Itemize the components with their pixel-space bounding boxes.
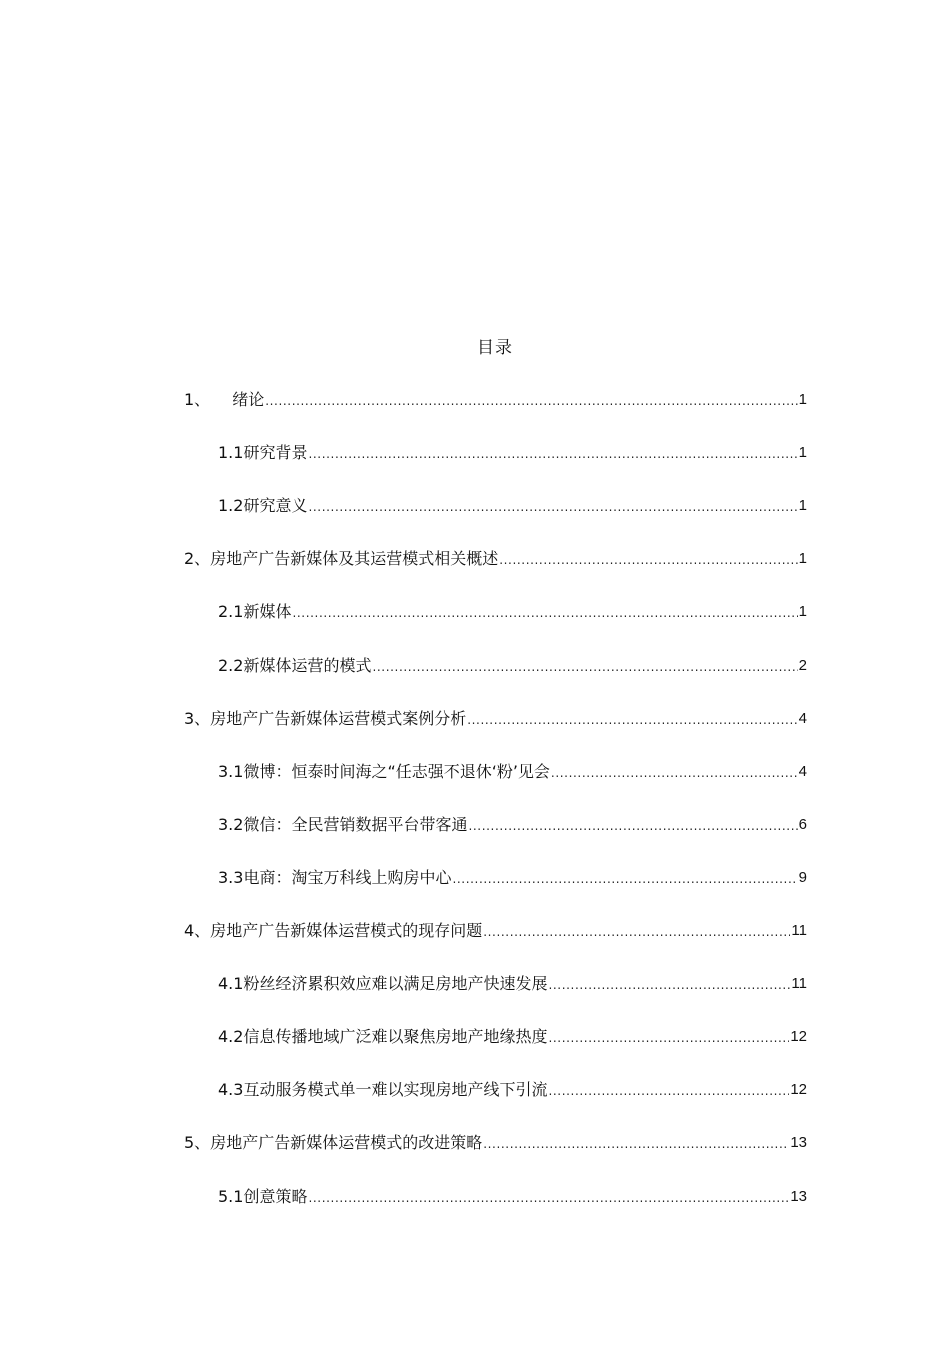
toc-entry-page-number: 1	[798, 550, 807, 568]
toc-entry[interactable]	[184, 1130, 807, 1154]
toc-dot-leader	[548, 1079, 789, 1101]
toc-dot-leader	[372, 655, 797, 677]
toc-entry-page-number: 4	[798, 762, 807, 780]
toc-entry-number: 1.1	[218, 443, 244, 463]
toc-dot-leader	[483, 1132, 789, 1154]
toc-entry[interactable]	[218, 1077, 807, 1101]
toc-entry[interactable]	[218, 599, 807, 623]
toc-entry-label: 房地产广告新媒体运营模式的改进策略	[210, 1133, 483, 1153]
toc-entry-number: 4、	[184, 921, 211, 940]
toc-entry[interactable]	[218, 653, 807, 677]
toc-title: 目录	[477, 338, 513, 358]
toc-entry-label: 新媒体	[243, 602, 292, 622]
toc-dot-leader	[499, 548, 797, 570]
toc-dot-leader	[468, 814, 797, 836]
toc-dot-leader	[308, 1186, 789, 1208]
toc-entry-page-number: 1	[798, 497, 807, 515]
toc-entry-page-number: 13	[790, 1187, 807, 1205]
toc-entry[interactable]	[184, 387, 807, 411]
toc-entry-page-number: 11	[791, 922, 807, 939]
toc-entry-label: 房地产广告新媒体运营模式案例分析	[210, 708, 467, 728]
toc-entry-label: 研究意义	[243, 496, 308, 516]
toc-dot-leader	[551, 761, 798, 783]
toc-entry-label: 绪论	[232, 390, 265, 409]
toc-entry-label: 创意策略	[243, 1186, 308, 1206]
toc-entry[interactable]	[218, 440, 807, 464]
toc-entry-label: 微信：全民营销数据平台带客通	[243, 814, 468, 834]
toc-entry-number: 2、	[184, 549, 211, 569]
toc-entry-number: 3.2	[218, 814, 244, 834]
toc-entry-number: 3、	[184, 708, 211, 728]
toc-entry-number: 4.2	[218, 1027, 244, 1047]
toc-dot-leader	[452, 867, 797, 889]
toc-dot-leader	[483, 920, 790, 942]
toc-entry-label: 电商：淘宝万科线上购房中心	[243, 867, 452, 887]
toc-entry[interactable]	[218, 812, 807, 836]
toc-entry[interactable]	[218, 1184, 807, 1208]
toc-entry[interactable]	[218, 493, 807, 517]
toc-entry[interactable]	[184, 918, 807, 942]
toc-entry-label: 新媒体运营的模式	[243, 655, 372, 675]
toc-entry-page-number: 4	[798, 709, 807, 727]
toc-entry-label: 粉丝经济累积效应难以满足房地产快速发展	[243, 974, 548, 994]
toc-entry-label: 房地产广告新媒体及其运营模式相关概述	[210, 549, 499, 569]
toc-entry-label: 信息传播地域广泛难以聚焦房地产地缘热度	[243, 1027, 548, 1047]
toc-entry[interactable]	[218, 759, 807, 783]
toc-entry-page-number: 1	[798, 444, 807, 462]
toc-entry[interactable]	[218, 865, 807, 889]
toc-dot-leader	[548, 1026, 789, 1048]
toc-dot-leader	[548, 973, 790, 995]
toc-entry[interactable]	[218, 971, 807, 995]
toc-entry-number: 2.1	[218, 602, 244, 622]
toc-entry-page-number: 6	[798, 815, 807, 833]
toc-entry-page-number: 12	[790, 1028, 807, 1046]
toc-entry-number: 5、	[184, 1133, 211, 1153]
toc-entry-page-number: 12	[790, 1081, 807, 1099]
toc-entry[interactable]	[184, 706, 807, 730]
toc-entry[interactable]	[218, 1024, 807, 1048]
toc-entry-label: 研究背景	[243, 443, 308, 463]
toc-entry-number: 3.1	[218, 761, 244, 781]
toc-entry-label: 微博：恒泰时间海之“任志强不退休‘粉’见会	[243, 761, 550, 781]
toc-entry-page-number: 11	[791, 975, 807, 993]
toc-entry-page-number: 9	[798, 868, 807, 886]
toc-entry-number: 5.1	[218, 1186, 244, 1206]
toc-dot-leader	[308, 495, 797, 517]
toc-entry-number: 1.2	[218, 496, 244, 516]
toc-entry-page-number: 2	[798, 656, 807, 674]
toc-entry[interactable]	[184, 546, 807, 570]
toc-dot-leader	[265, 389, 797, 411]
toc-entry-number: 4.3	[218, 1080, 244, 1100]
toc-entry-label: 房地产广告新媒体运营模式的现存问题	[210, 921, 483, 940]
toc-entry-page-number: 13	[790, 1134, 807, 1152]
toc-entry-number: 1、	[184, 390, 211, 409]
toc-entry-number: 2.2	[218, 655, 244, 675]
toc-entry-number: 4.1	[218, 974, 244, 994]
toc-entry-page-number: 1	[798, 603, 807, 621]
toc-entry-number: 3.3	[218, 867, 244, 887]
toc-entry-label: 互动服务模式单一难以实现房地产线下引流	[243, 1080, 548, 1100]
toc-entry-page-number: 1	[798, 391, 807, 408]
toc-dot-leader	[292, 601, 797, 623]
toc-dot-leader	[308, 442, 797, 464]
toc-dot-leader	[467, 708, 797, 730]
